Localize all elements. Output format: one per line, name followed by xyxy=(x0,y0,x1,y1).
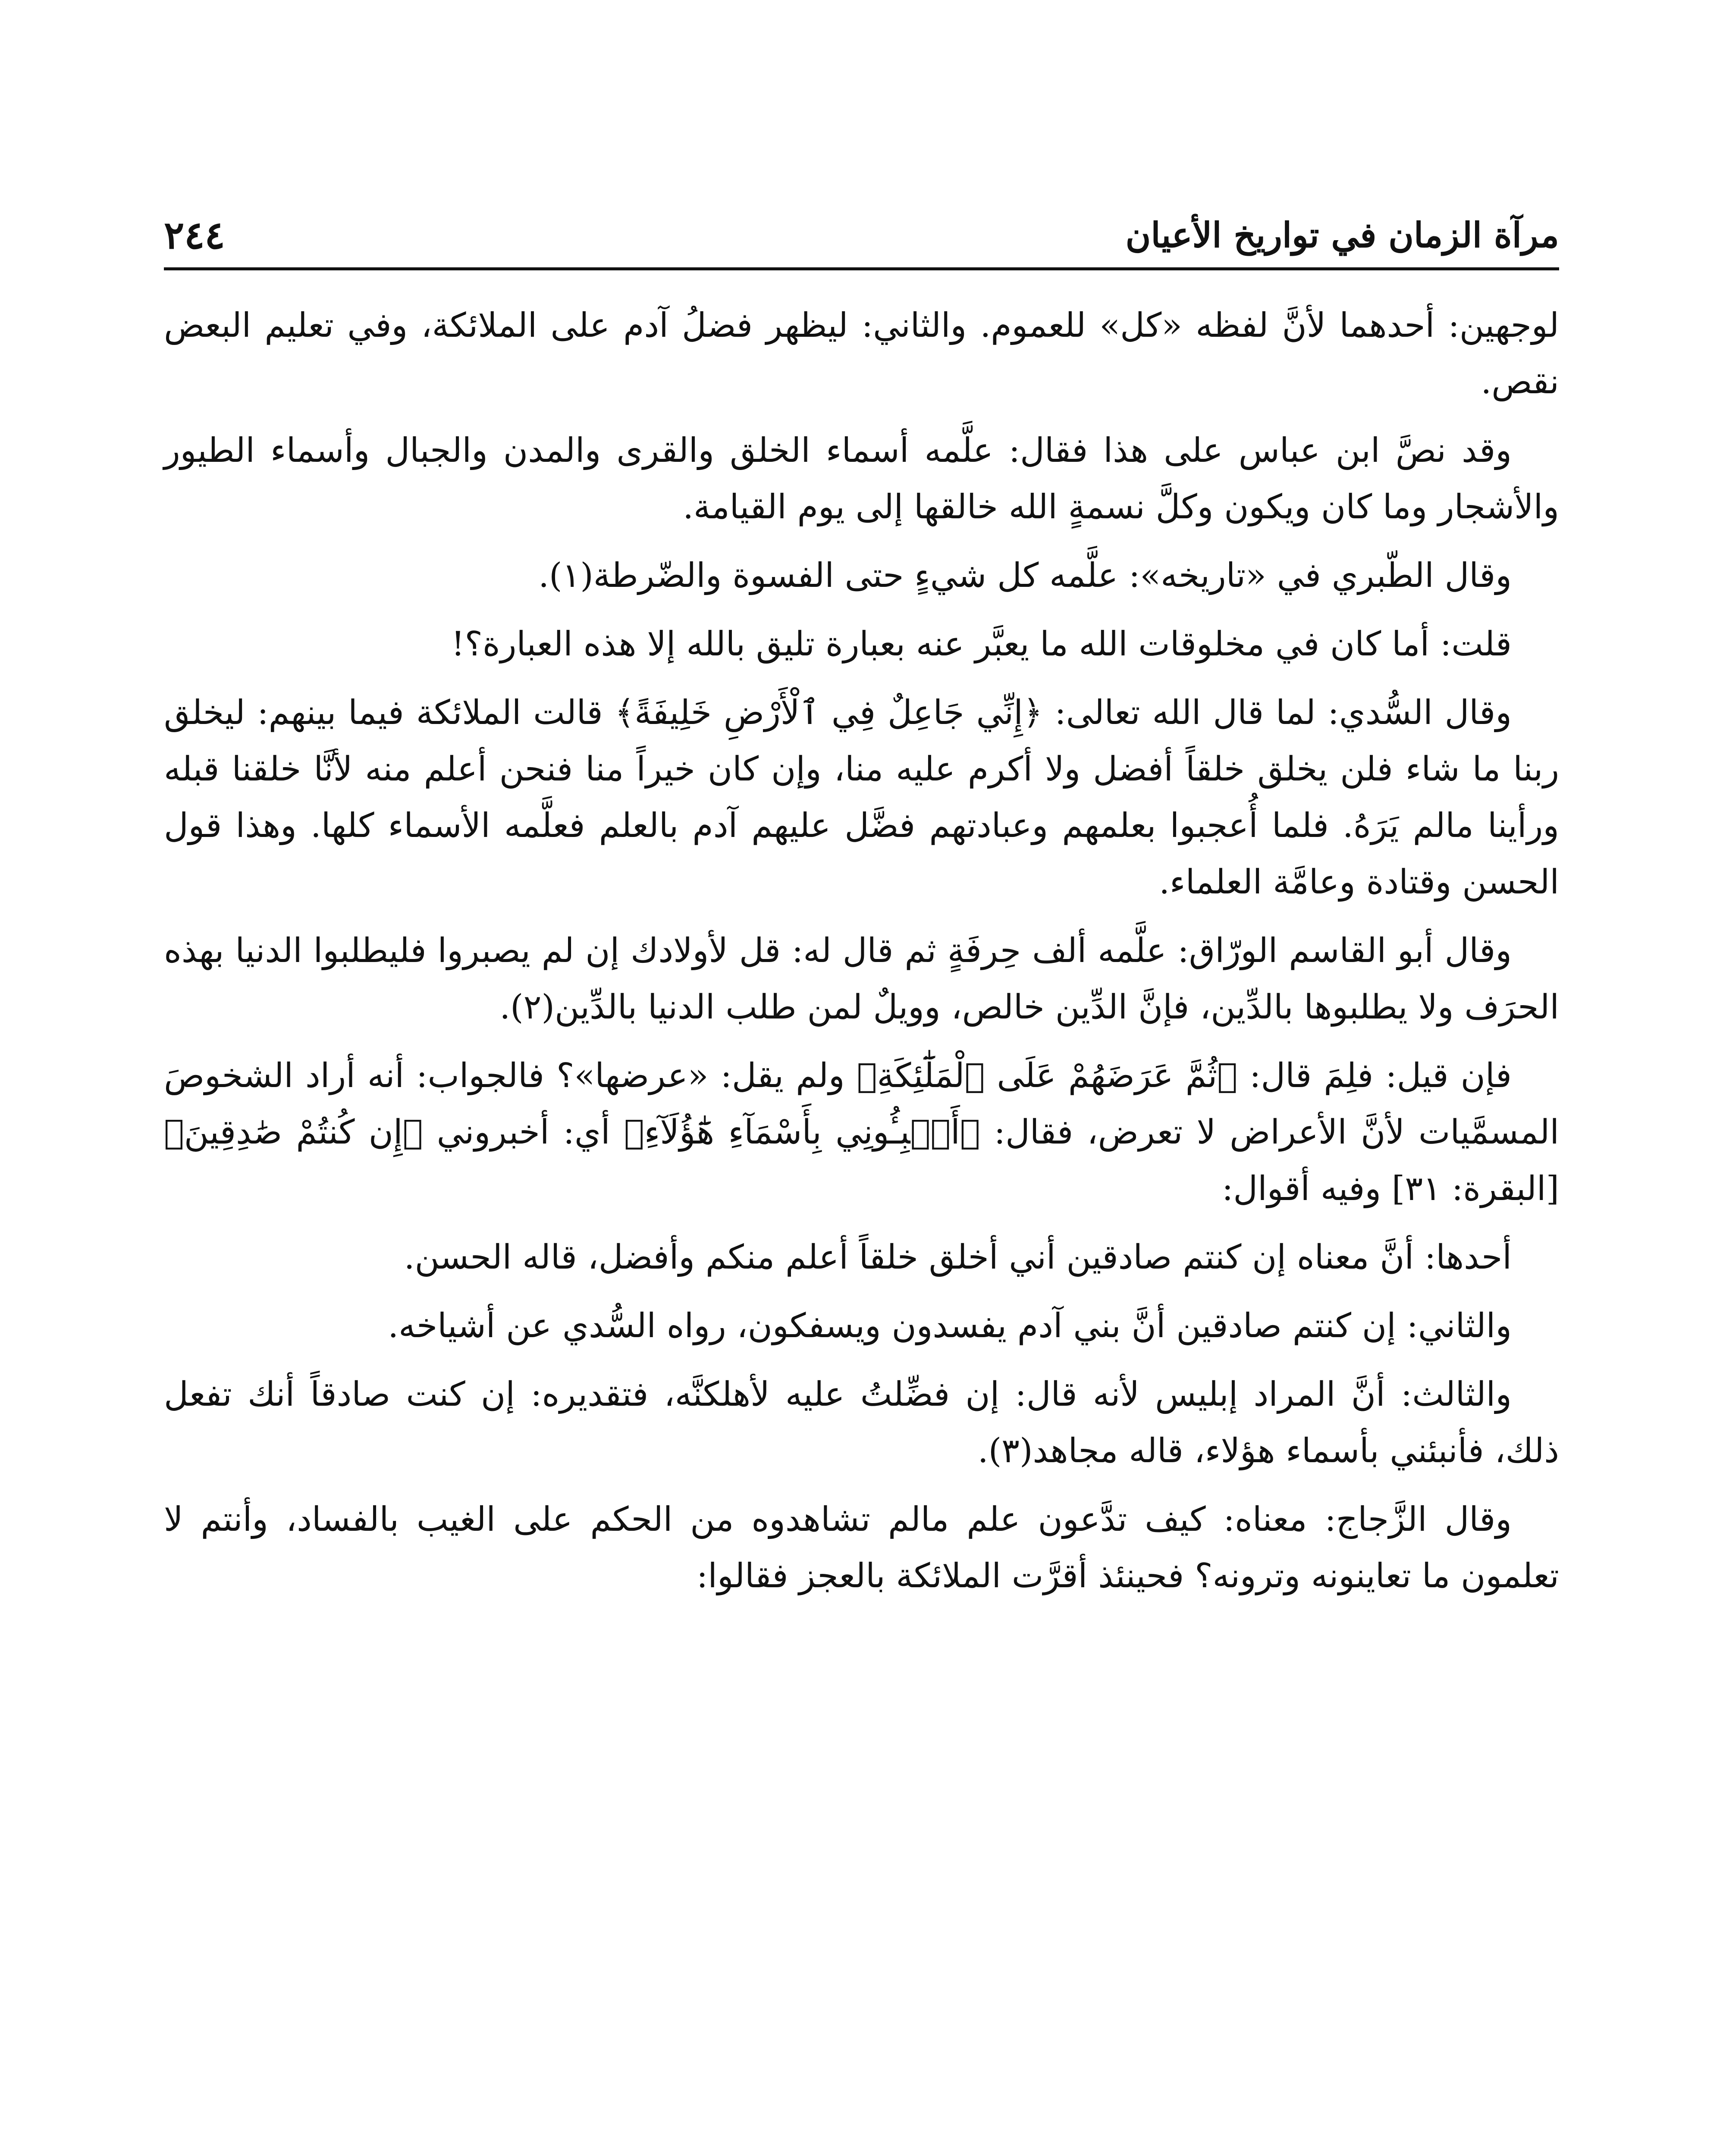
page-header xyxy=(164,203,1559,270)
paragraph: وقال السُّدي: لما قال الله تعالى: ﴿إِنِّي جَاعِلٌ فِي ٱلْأَرْضِ خَلِيفَةً﴾ قالت الملائكة فيما بينهم: ليخلق ربنا ما شاء فلن يخلق خلقاً أفضل ولا أكرم عليه منا، وإن كان خيراً منا فنحن أعلم منه لأنَّا خلقنا قبله ورأينا مالم يَرَهُ. فلما أُعجبوا بعلمهم وعبادتهم فضَّل عليهم آدم بالعلم فعلَّمه الأسماء كلها. وهذا قول الحسن وقتادة وعامَّة العلماء. xyxy=(164,693,1559,902)
paragraph: والثالث: أنَّ المراد إبليس لأنه قال: إن فضِّلتُ عليه لأهلكنَّه، فتقديره: إن كنت صادقاً أنك تفعل ذلك، فأنبئني بأسماء هؤلاء، قاله مجاهد(٣). xyxy=(164,1375,1559,1470)
main-text xyxy=(164,298,1559,1617)
paragraph: أحدها: أنَّ معناه إن كنتم صادقين أني أخلق خلقاً أعلم منكم وأفضل، قاله الحسن. xyxy=(404,1238,1512,1277)
paragraph: وقد نصَّ ابن عباس على هذا فقال: علَّمه أسماء الخلق والقرى والمدن والجبال وأسماء الطيور والأشجار وما كان ويكون وكلَّ نسمةٍ الله خالقها إلى يوم القيامة. xyxy=(164,431,1559,526)
running-title: مرآة الزمان في تواريخ الأعيان xyxy=(1125,215,1559,255)
paragraph: وقال أبو القاسم الورّاق: علَّمه ألف حِرفَةٍ ثم قال له: قل لأولادك إن لم يصبروا فليطلبوا الدنيا بهذه الحرَف ولا يطلبوها بالدِّين، فإنَّ الدِّين خالص، وويلٌ لمن طلب الدنيا بالدِّين(٢). xyxy=(164,931,1559,1027)
paragraph: وقال الطّبري في «تاريخه»: علَّمه كل شيءٍ حتى الفسوة والضّرطة(١). xyxy=(538,556,1512,595)
paragraph: فإن قيل: فلِمَ قال: ﴿ثُمَّ عَرَضَهُمْ عَلَى ٱلْمَلَٰٓئِكَةِ﴾ ولم يقل: «عرضها»؟ فالجواب: أنه أراد الشخوصَ المسمَّيات لأنَّ الأعراض لا تعرض، فقال: ﴿أَنۢبِـُٔونِي بِأَسْمَآءِ هَٰٓؤُلَآءِ﴾ أي: أخبروني ﴿إِن كُنتُمْ صَٰدِقِينَ﴾[البقرة: ٣١] وفيه أقوال: xyxy=(164,1056,1559,1208)
paragraph: وقال الزَّجاج: معناه: كيف تدَّعون علم مالم تشاهدوه من الحكم على الغيب بالفساد، وأنتم لا تعلمون ما تعاينونه وترونه؟ فحينئذ أقرَّت الملائكة بالعجز فقالوا: xyxy=(164,1500,1559,1595)
paragraph: والثاني: إن كنتم صادقين أنَّ بني آدم يفسدون ويسفكون، رواه السُّدي عن أشياخه. xyxy=(388,1307,1512,1345)
paragraph: قلت: أما كان في مخلوقات الله ما يعبَّر عنه بعبارة تليق بالله إلا هذه العبارة؟! xyxy=(451,625,1512,664)
paragraph: لوجهين: أحدهما لأنَّ لفظه «كل» للعموم. والثاني: ليظهر فضلُ آدم على الملائكة، وفي تعليم البعض نقص. xyxy=(164,306,1559,401)
page-number: ٢٤٤ xyxy=(164,213,225,257)
